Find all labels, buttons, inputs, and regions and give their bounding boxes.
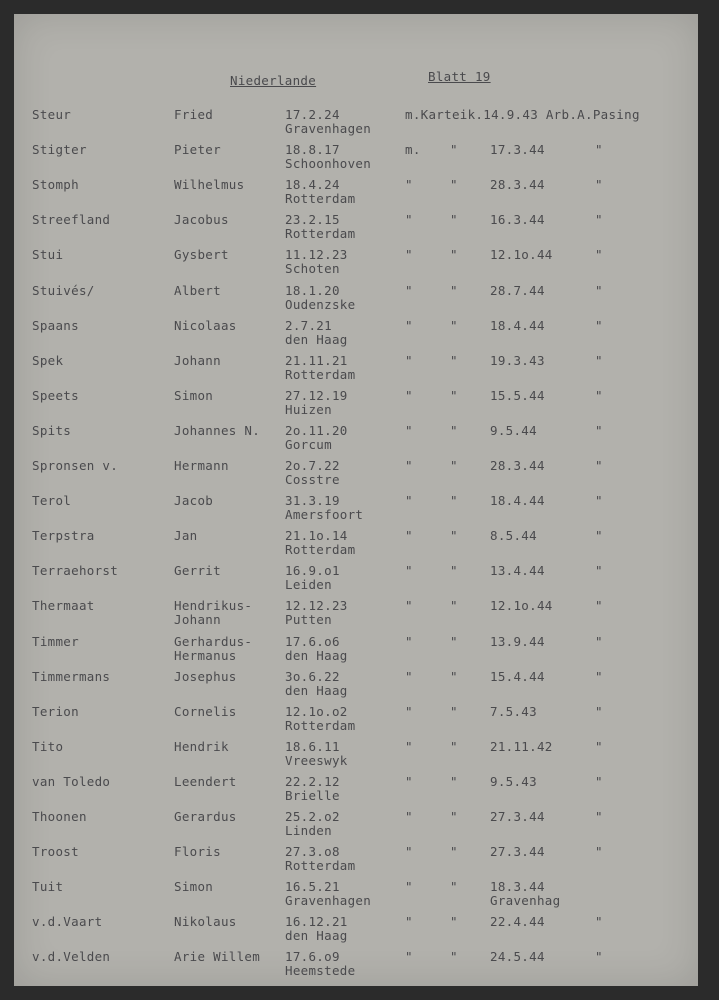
register-row — [0, 705, 719, 741]
birth-date-cell: 21.1o.14 — [285, 528, 348, 544]
register-row — [0, 950, 719, 986]
surname-cell: Spronsen v. — [32, 458, 119, 473]
birth-date-cell: 17.2.24 — [285, 107, 340, 122]
entry-date-cell: 16.3.44 — [490, 212, 545, 228]
first-name-cell: Gerhardus- Hermanus — [174, 633, 253, 663]
note-cell: " — [405, 387, 413, 403]
register-row — [0, 108, 719, 144]
register-row — [0, 178, 719, 214]
surname-cell: Tuit — [32, 879, 64, 895]
entry-date-cell: 13.9.44 — [490, 633, 545, 649]
ditto-cell: " — [450, 668, 458, 684]
birth-place-cell: Putten — [285, 612, 332, 628]
surname-cell: Terpstra — [32, 528, 95, 544]
note-cell: " — [405, 914, 413, 930]
entry-date-cell: 13.4.44 — [490, 563, 545, 579]
note-cell: m.Karteik.14.9.43 Arb.A.Pasing — [405, 107, 640, 122]
register-row — [0, 213, 719, 249]
register-row — [0, 284, 719, 320]
first-name-cell: Fried — [174, 107, 214, 122]
birth-date-cell: 2.7.21 — [285, 317, 332, 333]
register-row — [0, 740, 719, 776]
ditto-cell: " — [450, 844, 458, 860]
birth-date-cell: 16.9.o1 — [285, 563, 340, 579]
surname-cell: Stui — [32, 247, 64, 263]
first-name-cell: Albert — [174, 282, 221, 298]
note-cell: " — [405, 633, 413, 649]
ditto-cell-2: " — [595, 212, 603, 228]
ditto-cell-2: " — [595, 563, 603, 579]
surname-cell: v.d.Velden — [32, 949, 111, 965]
surname-cell: Streefland — [32, 212, 111, 228]
note-cell: " — [405, 317, 413, 333]
entry-date-cell: 9.5.44 — [490, 422, 537, 438]
ditto-cell: " — [450, 387, 458, 403]
surname-cell: Speets — [32, 387, 79, 403]
birth-date-cell: 12.12.23 — [285, 598, 348, 614]
first-name-cell: Gysbert — [174, 247, 229, 263]
surname-cell: Thermaat — [32, 598, 95, 614]
note-cell: " — [405, 563, 413, 579]
first-name-cell: Simon — [174, 879, 214, 895]
note-cell: " — [405, 458, 413, 473]
note-cell: " — [405, 528, 413, 544]
birth-date-cell: 17.6.o9 — [285, 949, 340, 965]
first-name-cell: Hermann — [174, 458, 229, 473]
first-name-cell: Leendert — [174, 773, 237, 789]
ditto-cell: " — [450, 212, 458, 228]
ditto-cell-2: " — [595, 493, 603, 509]
register-row — [0, 494, 719, 530]
entry-date-cell: 17.3.44 — [490, 142, 545, 158]
register-row — [0, 599, 719, 635]
register-row — [0, 564, 719, 600]
ditto-cell-2: " — [595, 633, 603, 649]
register-row — [0, 635, 719, 671]
surname-cell: van Toledo — [32, 773, 111, 789]
ditto-cell: " — [450, 352, 458, 368]
ditto-cell: " — [450, 738, 458, 754]
birth-date-cell: 2o.7.22 — [285, 458, 340, 473]
surname-cell: Spits — [32, 422, 72, 438]
birth-place-cell: den Haag — [285, 331, 348, 347]
surname-cell: Troost — [32, 844, 79, 860]
first-name-cell: Arie Willem — [174, 949, 261, 965]
register-row — [0, 389, 719, 425]
birth-place-cell: Heemstede — [285, 963, 356, 979]
birth-date-cell: 25.2.o2 — [285, 809, 340, 824]
ditto-cell: " — [450, 914, 458, 930]
ditto-cell: " — [450, 247, 458, 263]
first-name-cell: Cornelis — [174, 703, 237, 719]
first-name-cell: Wilhelmus — [174, 177, 245, 193]
entry-date-cell: 7.5.43 — [490, 703, 537, 719]
birth-date-cell: 18.8.17 — [285, 142, 340, 158]
note-cell: " — [405, 703, 413, 719]
entry-date-cell: 15.4.44 — [490, 668, 545, 684]
surname-cell: Steur — [32, 107, 72, 122]
ditto-cell-2: " — [595, 844, 603, 860]
birth-place-cell: Schoten — [285, 261, 340, 277]
note-cell: " — [405, 212, 413, 228]
ditto-cell: " — [450, 142, 458, 158]
birth-date-cell: 31.3.19 — [285, 493, 340, 509]
note-cell: " — [405, 809, 413, 824]
first-name-cell: Hendrikus- Johann — [174, 598, 253, 628]
birth-place-cell: Huizen — [285, 401, 332, 417]
ditto-cell: " — [450, 493, 458, 509]
surname-cell: Terraehorst — [32, 563, 119, 579]
birth-place-cell: Rotterdam — [285, 366, 356, 382]
birth-place-cell: Cosstre — [285, 472, 340, 487]
birth-date-cell: 21.11.21 — [285, 352, 348, 368]
ditto-cell-2: " — [595, 317, 603, 333]
register-row — [0, 319, 719, 355]
header-sheet: Blatt 19 — [428, 69, 491, 84]
ditto-cell-2: " — [595, 247, 603, 263]
first-name-cell: Nicolaas — [174, 317, 237, 333]
birth-place-cell: Schoonhoven — [285, 156, 372, 172]
surname-cell: Timmer — [32, 633, 79, 649]
ditto-cell-2: " — [595, 703, 603, 719]
first-name-cell: Johannes N. — [174, 422, 261, 438]
first-name-cell: Gerrit — [174, 563, 221, 579]
entry-date-cell: 18.4.44 — [490, 493, 545, 509]
birth-date-cell: 18.6.11 — [285, 738, 340, 754]
surname-cell: Spaans — [32, 317, 79, 333]
ditto-cell: " — [450, 317, 458, 333]
ditto-cell: " — [450, 703, 458, 719]
surname-cell: Spek — [32, 352, 64, 368]
first-name-cell: Pieter — [174, 142, 221, 158]
surname-cell: Terol — [32, 493, 72, 509]
birth-date-cell: 27.3.o8 — [285, 844, 340, 860]
birth-date-cell: 16.5.21 — [285, 879, 340, 895]
header-country: Niederlande — [230, 73, 317, 88]
surname-cell: Stomph — [32, 177, 79, 193]
surname-cell: Tito — [32, 738, 64, 754]
entry-date-cell: 12.1o.44 — [490, 598, 553, 614]
note-cell: " — [405, 738, 413, 754]
birth-place-cell: den Haag — [285, 647, 348, 663]
surname-cell: Timmermans — [32, 668, 111, 684]
entry-date-cell: 28.3.44 — [490, 177, 545, 193]
ditto-cell: " — [450, 879, 458, 895]
entry-date-cell: 18.4.44 — [490, 317, 545, 333]
birth-place-cell: Vreeswyk — [285, 752, 348, 768]
ditto-cell-2: " — [595, 142, 603, 158]
first-name-cell: Jan — [174, 528, 198, 544]
birth-place-cell: Gravenhagen — [285, 893, 372, 909]
entry-date-cell: 18.3.44 Gravenhag — [490, 879, 561, 909]
ditto-cell: " — [450, 422, 458, 438]
note-cell: " — [405, 493, 413, 509]
birth-date-cell: 3o.6.22 — [285, 668, 340, 684]
ditto-cell-2: " — [595, 458, 603, 473]
birth-place-cell: Linden — [285, 823, 332, 838]
ditto-cell-2: " — [595, 352, 603, 368]
birth-place-cell: den Haag — [285, 682, 348, 698]
first-name-cell: Floris — [174, 844, 221, 860]
register-row — [0, 424, 719, 460]
birth-place-cell: Rotterdam — [285, 226, 356, 242]
ditto-cell: " — [450, 633, 458, 649]
ditto-cell-2: " — [595, 177, 603, 193]
surname-cell: Stigter — [32, 142, 87, 158]
ditto-cell: " — [450, 528, 458, 544]
birth-place-cell: Oudenzske — [285, 296, 356, 312]
ditto-cell-2: " — [595, 668, 603, 684]
birth-date-cell: 16.12.21 — [285, 914, 348, 930]
entry-date-cell: 27.3.44 — [490, 844, 545, 860]
ditto-cell: " — [450, 177, 458, 193]
ditto-cell-2: " — [595, 387, 603, 403]
note-cell: " — [405, 773, 413, 789]
ditto-cell-2: " — [595, 738, 603, 754]
note-cell: " — [405, 247, 413, 263]
note-cell: " — [405, 879, 413, 895]
birth-date-cell: 18.1.20 — [285, 282, 340, 298]
birth-place-cell: Rotterdam — [285, 858, 356, 874]
register-row — [0, 354, 719, 390]
surname-cell: Stuivés/ — [32, 282, 95, 298]
register-row — [0, 810, 719, 846]
entry-date-cell: 19.3.43 — [490, 352, 545, 368]
note-cell: " — [405, 352, 413, 368]
birth-place-cell: Leiden — [285, 577, 332, 593]
ditto-cell-2: " — [595, 282, 603, 298]
surname-cell: Thoonen — [32, 809, 87, 824]
birth-place-cell: Rotterdam — [285, 717, 356, 733]
entry-date-cell: 21.11.42 — [490, 738, 553, 754]
birth-date-cell: 27.12.19 — [285, 387, 348, 403]
birth-place-cell: Gorcum — [285, 436, 332, 452]
birth-place-cell: Brielle — [285, 787, 340, 803]
entry-date-cell: 28.3.44 — [490, 458, 545, 473]
note-cell: " — [405, 668, 413, 684]
birth-date-cell: 22.2.12 — [285, 773, 340, 789]
register-row — [0, 459, 719, 495]
first-name-cell: Johann — [174, 352, 221, 368]
first-name-cell: Gerardus — [174, 809, 237, 824]
ditto-cell: " — [450, 809, 458, 824]
ditto-cell: " — [450, 949, 458, 965]
first-name-cell: Josephus — [174, 668, 237, 684]
ditto-cell-2: " — [595, 949, 603, 965]
register-row — [0, 248, 719, 284]
ditto-cell-2: " — [595, 422, 603, 438]
first-name-cell: Jacob — [174, 493, 214, 509]
register-row — [0, 845, 719, 881]
birth-place-cell: Amersfoort — [285, 507, 364, 523]
first-name-cell: Nikolaus — [174, 914, 237, 930]
birth-place-cell: den Haag — [285, 928, 348, 944]
entry-date-cell: 15.5.44 — [490, 387, 545, 403]
first-name-cell: Hendrik — [174, 738, 229, 754]
ditto-cell: " — [450, 282, 458, 298]
first-name-cell: Simon — [174, 387, 214, 403]
register-row — [0, 529, 719, 565]
entry-date-cell: 24.5.44 — [490, 949, 545, 965]
birth-date-cell: 23.2.15 — [285, 212, 340, 228]
birth-place-cell: Rotterdam — [285, 191, 356, 207]
note-cell: " — [405, 282, 413, 298]
entry-date-cell: 22.4.44 — [490, 914, 545, 930]
ditto-cell: " — [450, 563, 458, 579]
register-row — [0, 775, 719, 811]
ditto-cell-2: " — [595, 914, 603, 930]
ditto-cell-2: " — [595, 528, 603, 544]
entry-date-cell: 27.3.44 — [490, 809, 545, 824]
birth-date-cell: 17.6.o6 — [285, 633, 340, 649]
ditto-cell: " — [450, 458, 458, 473]
birth-date-cell: 11.12.23 — [285, 247, 348, 263]
entry-date-cell: 12.1o.44 — [490, 247, 553, 263]
note-cell: m. — [405, 142, 421, 158]
ditto-cell-2: " — [595, 809, 603, 824]
register-row — [0, 880, 719, 916]
surname-cell: Terion — [32, 703, 79, 719]
register-row — [0, 143, 719, 179]
entry-date-cell: 8.5.44 — [490, 528, 537, 544]
note-cell: " — [405, 598, 413, 614]
first-name-cell: Jacobus — [174, 212, 229, 228]
note-cell: " — [405, 422, 413, 438]
birth-place-cell: Gravenhagen — [285, 121, 372, 136]
surname-cell: v.d.Vaart — [32, 914, 103, 930]
ditto-cell-2: " — [595, 773, 603, 789]
birth-date-cell: 2o.11.20 — [285, 422, 348, 438]
ditto-cell: " — [450, 598, 458, 614]
entry-date-cell: 9.5.43 — [490, 773, 537, 789]
register-row — [0, 915, 719, 951]
entry-date-cell: 28.7.44 — [490, 282, 545, 298]
note-cell: " — [405, 177, 413, 193]
birth-place-cell: Rotterdam — [285, 542, 356, 558]
birth-date-cell: 12.1o.o2 — [285, 703, 348, 719]
note-cell: " — [405, 844, 413, 860]
note-cell: " — [405, 949, 413, 965]
birth-date-cell: 18.4.24 — [285, 177, 340, 193]
ditto-cell: " — [450, 773, 458, 789]
ditto-cell-2: " — [595, 598, 603, 614]
register-row — [0, 670, 719, 706]
